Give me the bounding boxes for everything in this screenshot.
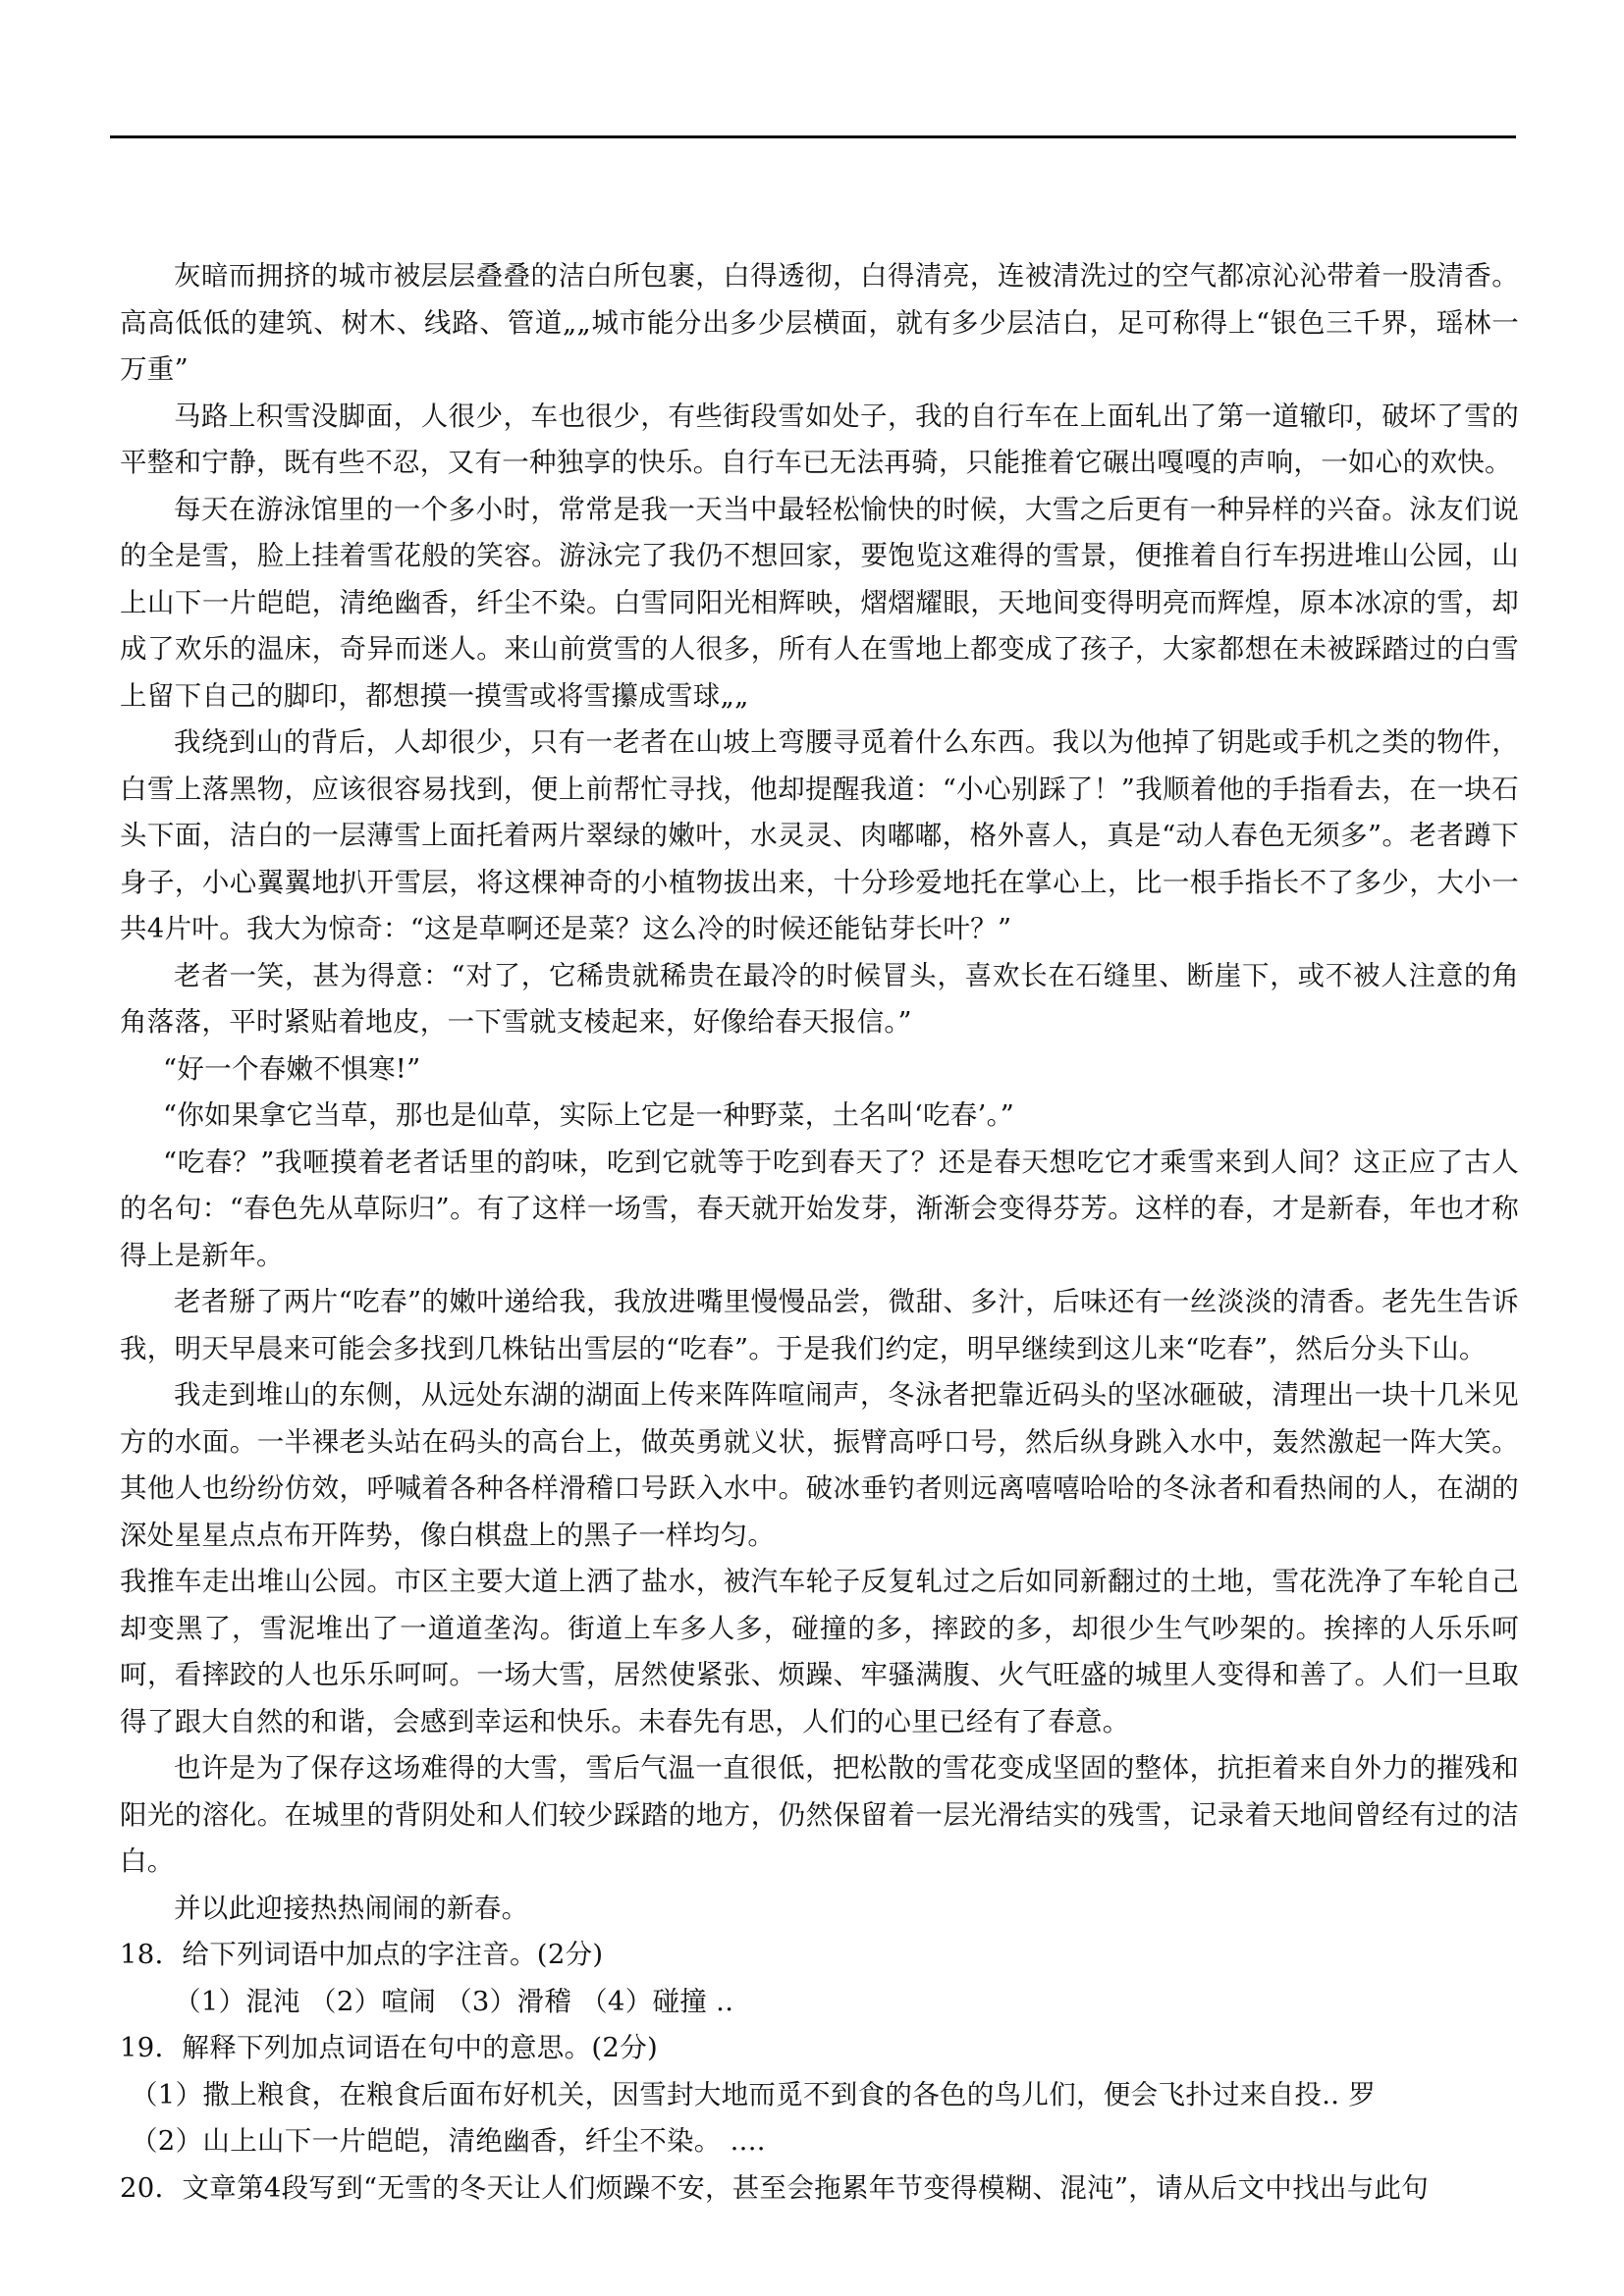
passage-paragraph-10: 我走到堆山的东侧，从远处东湖的湖面上传来阵阵喧闹声，冬泳者把靠近码头的坚冰砸破，清理出一块十几米见方的水面。一半裸老头站在码头的高台上，做英勇就义状，振臂高呼口号，然后纵身跳入水中，轰然激起一阵大笑。其他人也纷纷仿效，呼喊着各种各样滑稽口号跃入水中。破冰垂钓者则远离嘻嘻哈哈的冬泳者和看热闹的人，在湖的深处星星点点布开阵势，像白棋盘上的黑子一样均匀。 (120, 1379, 1519, 1551)
passage-paragraph-11: 我推车走出堆山公园。市区主要大道上洒了盐水，被汽车轮子反复轧过之后如同新翻过的土地，雪花洗净了车轮自己却变黑了，雪泥堆出了一道道垄沟。街道上车多人多，碰撞的多，摔跤的多，却很少生气吵架的。挨摔的人乐乐呵呵，看摔跤的人也乐乐呵呵。一场大雪，居然使紧张、烦躁、牢骚满腹、火气旺盛的城里人变得和善了。人们一旦取得了跟大自然的和谐，会感到幸运和快乐。未春先有思，人们的心里已经有了春意。 (120, 1566, 1519, 1737)
passage-paragraph-4: 我绕到山的背后，人却很少，只有一老者在山坡上弯腰寻觅着什么东西。我以为他掉了钥匙或手机之类的物件，白雪上落黑物，应该很容易找到，便上前帮忙寻找，他却提醒我道：“小心别踩了！”我顺着他的手指看去，在一块石头下面，洁白的一层薄雪上面托着两片翠绿的嫩叶，水灵灵、肉嘟嘟，格外喜人，真是“动人春色无须多”。老者蹲下身子，小心翼翼地扒开雪层，将这棵神奇的小植物拔出来，十分珍爱地托在掌心上，比一根手指长不了多少，大小一共4片叶。我大为惊奇：“这是草啊还是菜？这么冷的时候还能钻芽长叶？” (120, 726, 1519, 944)
questions-section (120, 1932, 1519, 2212)
reading-passage (120, 253, 1519, 1932)
question-18-title: 18．给下列词语中加点的字注音。(2分) (120, 1939, 604, 1970)
passage-paragraph-6: “好一个春嫩不惧寒!” (163, 1052, 421, 1085)
header-rule (110, 135, 1516, 138)
question-19-item-1: （1）撒上粮食，在粮食后面布好机关，因雪封大地而觅不到食的各色的鸟儿们，便会飞扑过来自投.. 罗 (131, 2078, 1377, 2110)
passage-paragraph-9: 老者掰了两片“吃春”的嫩叶递给我，我放进嘴里慢慢品尝，微甜、多汁，后味还有一丝淡淡的清香。老先生告诉我，明天早晨来可能会多找到几株钻出雪层的“吃春”。于是我们约定，明早继续到这儿来“吃春”，然后分头下山。 (120, 1286, 1519, 1364)
passage-paragraph-2: 马路上积雪没脚面，人很少，车也很少，有些街段雪如处子，我的自行车在上面轧出了第一道辙印，破坏了雪的平整和宁静，既有些不忍，又有一种独享的快乐。自行车已无法再骑，只能推着它碾出嘎嘎的声响，一如心的欢快。 (120, 400, 1519, 478)
passage-paragraph-5: 老者一笑，甚为得意：“对了，它稀贵就稀贵在最冷的时候冒头，喜欢长在石缝里、断崖下，或不被人注意的角角落落，平时紧贴着地皮，一下雪就支棱起来，好像给春天报信。” (120, 959, 1519, 1038)
passage-paragraph-12: 也许是为了保存这场难得的大雪，雪后气温一直很低，把松散的雪花变成坚固的整体，抗拒着来自外力的摧残和阳光的溶化。在城里的背阴处和人们较少踩踏的地方，仍然保留着一层光滑结实的残雪，记录着天地间曾经有过的洁白。 (120, 1752, 1519, 1877)
passage-paragraph-13: 并以此迎接热热闹闹的新春。 (174, 1892, 529, 1924)
passage-paragraph-3: 每天在游泳馆里的一个多小时，常常是我一天当中最轻松愉快的时候，大雪之后更有一种异样的兴奋。泳友们说的全是雪，脸上挂着雪花般的笑容。游泳完了我仍不想回家，要饱览这难得的雪景，便推着自行车拐进堆山公园，山上山下一片皑皑，清绝幽香，纤尘不染。白雪同阳光相辉映，熠熠耀眼，天地间变得明亮而辉煌，原本冰凉的雪，却成了欢乐的温床，奇异而迷人。来山前赏雪的人很多，所有人在雪地上都变成了孩子，大家都想在未被踩踏过的白雪上留下自己的脚印，都想摸一摸雪或将雪攥成雪球„„ (120, 493, 1519, 712)
question-18-items: （1）混沌 （2）喧闹 （3）滑稽 （4）碰撞 .. (174, 1985, 734, 2017)
question-19-item-2: （2）山上山下一片皑皑，清绝幽香，纤尘不染。 .... (131, 2125, 766, 2157)
passage-paragraph-8: “吃春？”我咂摸着老者话里的韵味，吃到它就等于吃到春天了？还是春天想吃它才乘雪来到人间？这正应了古人的名句：“春色先从草际归”。有了这样一场雪，春天就开始发芽，渐渐会变得芬芳。这样的春，才是新春，年也才称得上是新年。 (120, 1146, 1519, 1271)
exam-page-content (120, 253, 1519, 2212)
question-20-title: 20．文章第4段写到“无雪的冬天让人们烦躁不安，甚至会拖累年节变得模糊、混沌”，请从后文中找出与此句 (120, 2171, 1430, 2204)
passage-paragraph-7: “你如果拿它当草，那也是仙草，实际上它是一种野菜，土名叫‘吃春’。” (163, 1099, 1015, 1131)
question-19-title: 19．解释下列加点词语在句中的意思。(2分) (120, 2032, 659, 2063)
passage-paragraph-1: 灰暗而拥挤的城市被层层叠叠的洁白所包裹，白得透彻，白得清亮，连被清洗过的空气都凉沁沁带着一股清香。高高低低的建筑、树木、线路、管道„„城市能分出多少层横面，就有多少层洁白，足可称得上“银色三千界，瑶林一万重” (120, 260, 1519, 385)
